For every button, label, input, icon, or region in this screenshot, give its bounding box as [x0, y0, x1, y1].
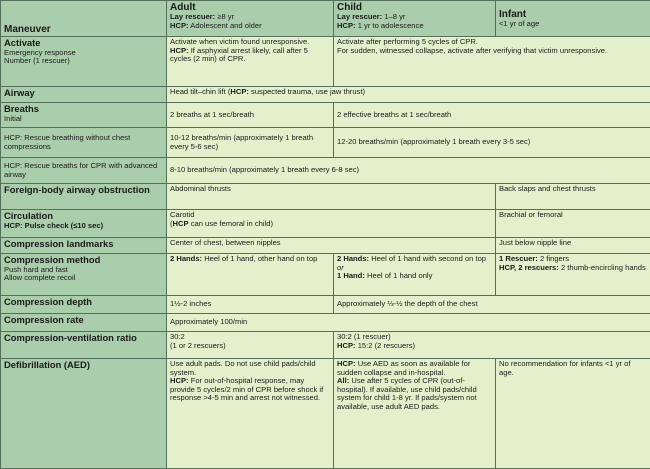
aed-label-cell [1, 359, 167, 469]
fbao-infant-cell: Back slaps and chest thrusts [496, 184, 650, 210]
activate-label-cell: Activate Emergency response Number (1 rescuer) [1, 37, 167, 87]
rate-label-cell [1, 314, 167, 332]
adult-header [167, 1, 334, 37]
aed-row [1, 359, 650, 469]
ratio-child-infant-cell: 30:2 (1 rescuer) HCP: 15:2 (2 rescuers) [334, 332, 650, 359]
method-infant-cell: 1 Rescuer: 2 fingers HCP, 2 rescuers: 2 thumb-encircling hands [496, 254, 650, 296]
maneuver-header-label: Maneuver [4, 23, 51, 35]
ratio-adult-cell: 30:2 (1 or 2 rescuers) [167, 332, 334, 359]
fbao-label: Foreign-body airway obstruction [4, 184, 150, 195]
header-row [1, 1, 650, 37]
activate-child-infant-cell: Activate after performing 5 cycles of CPR. For sudden, witnessed collapse, activate after verifying that victim unresponsive. [334, 37, 650, 87]
rescue-advanced-airway-label: HCP: Rescue breaths for CPR with advanced airway [1, 158, 167, 184]
airway-row [1, 87, 650, 103]
method-label: Compression method [4, 254, 101, 265]
landmarks-row [1, 238, 650, 254]
child-title: Child [337, 2, 362, 13]
depth-row [1, 296, 650, 314]
child-hcp: HCP: 1 yr to adolescence [337, 20, 424, 30]
airway-label: Airway [4, 87, 35, 98]
fbao-adult-child-cell: Abdominal thrusts [167, 184, 496, 210]
adult-lay-rescuer: Lay rescuer: ≥8 yr [170, 12, 235, 22]
activate-adult-cell: Activate when victim found unresponsive. HCP: If asphyxial arrest likely, call after 5 cycles (2 min) of CPR. [167, 37, 334, 87]
rescue-advanced-airway-cell: 8-10 breaths/min (approximately 1 breath every 6-8 sec) [167, 158, 650, 184]
maneuver-header [1, 1, 167, 37]
rescue-no-compressions-row [1, 128, 650, 158]
landmarks-label-cell [1, 238, 167, 254]
method-label-cell: Compression method Push hard and fast Allow complete recoil [1, 254, 167, 296]
breaths-row [1, 103, 650, 128]
rescue-no-compressions-child-infant-cell: 12-20 breaths/min (approximately 1 breath every 3-5 sec) [334, 128, 650, 158]
airway-label-cell [1, 87, 167, 103]
ratio-row [1, 332, 650, 359]
circulation-label-cell: Circulation HCP: Pulse check (≤10 sec) [1, 210, 167, 238]
rate-row [1, 314, 650, 332]
circulation-label: Circulation [4, 210, 53, 221]
depth-label-cell [1, 296, 167, 314]
breaths-adult-cell: 2 breaths at 1 sec/breath [167, 103, 334, 128]
landmarks-adult-child-cell: Center of chest, between nipples [167, 238, 496, 254]
depth-child-infant-cell: Approximately ⅓-½ the depth of the chest [334, 296, 650, 314]
breaths-child-infant-cell: 2 effective breaths at 1 sec/breath [334, 103, 650, 128]
breaths-label: Breaths [4, 103, 39, 114]
circulation-infant-cell: Brachial or femoral [496, 210, 650, 238]
circulation-row [1, 210, 650, 238]
rescue-advanced-airway-row [1, 158, 650, 184]
aed-child-cell: HCP: Use AED as soon as available for sudden collapse and in-hospital. All: Use after 5 cycles of CPR (out-of-hospital). If available, use child pads/child system for child 1-8 yr. If pads/system not available, use adult AED pads. [334, 359, 496, 469]
method-adult-cell: 2 Hands: Heel of 1 hand, other hand on top [167, 254, 334, 296]
activate-row [1, 37, 650, 87]
breaths-label-cell: Breaths Initial [1, 103, 167, 128]
fbao-label-cell [1, 184, 167, 210]
adult-title: Adult [170, 2, 196, 13]
infant-title: Infant [499, 8, 527, 20]
method-row [1, 254, 650, 296]
rescue-no-compressions-adult-cell: 10-12 breaths/min (approximately 1 breath every 5-6 sec) [167, 128, 334, 158]
infant-age: <1 yr of age [499, 18, 540, 28]
landmarks-infant-cell: Just below nipple line [496, 238, 650, 254]
airway-cell: Head tilt–chin lift (HCP: suspected trauma, use jaw thrust) [167, 87, 650, 103]
infant-header [496, 1, 650, 37]
ratio-label: Compression-ventilation ratio [4, 332, 137, 343]
fbao-row [1, 184, 650, 210]
circulation-adult-child-cell: Carotid (HCP can use femoral in child) [167, 210, 496, 238]
rate-cell: Approximately 100/min [167, 314, 650, 332]
rescue-no-compressions-label: HCP: Rescue breathing without chest compressions [1, 128, 167, 158]
aed-adult-cell: Use adult pads. Do not use child pads/child system. HCP: For out-of-hospital response, may provide 5 cycles/2 min of CPR before shock if response >4-5 min and arrest not witnessed. [167, 359, 334, 469]
rate-label: Compression rate [4, 314, 84, 325]
method-child-cell: 2 Hands: Heel of 1 hand with second on top or 1 Hand: Heel of 1 hand only [334, 254, 496, 296]
aed-label: Defibrillation (AED) [4, 359, 90, 370]
landmarks-label: Compression landmarks [4, 238, 114, 249]
adult-hcp: HCP: Adolescent and older [170, 20, 262, 30]
depth-adult-cell: 1½-2 inches [167, 296, 334, 314]
depth-label: Compression depth [4, 296, 93, 307]
aed-infant-cell: No recommendation for infants <1 yr of age. [496, 359, 650, 469]
ratio-label-cell [1, 332, 167, 359]
activate-label: Activate [4, 37, 41, 48]
child-lay-rescuer: Lay rescuer: 1–8 yr [337, 12, 406, 22]
child-header [334, 1, 496, 37]
